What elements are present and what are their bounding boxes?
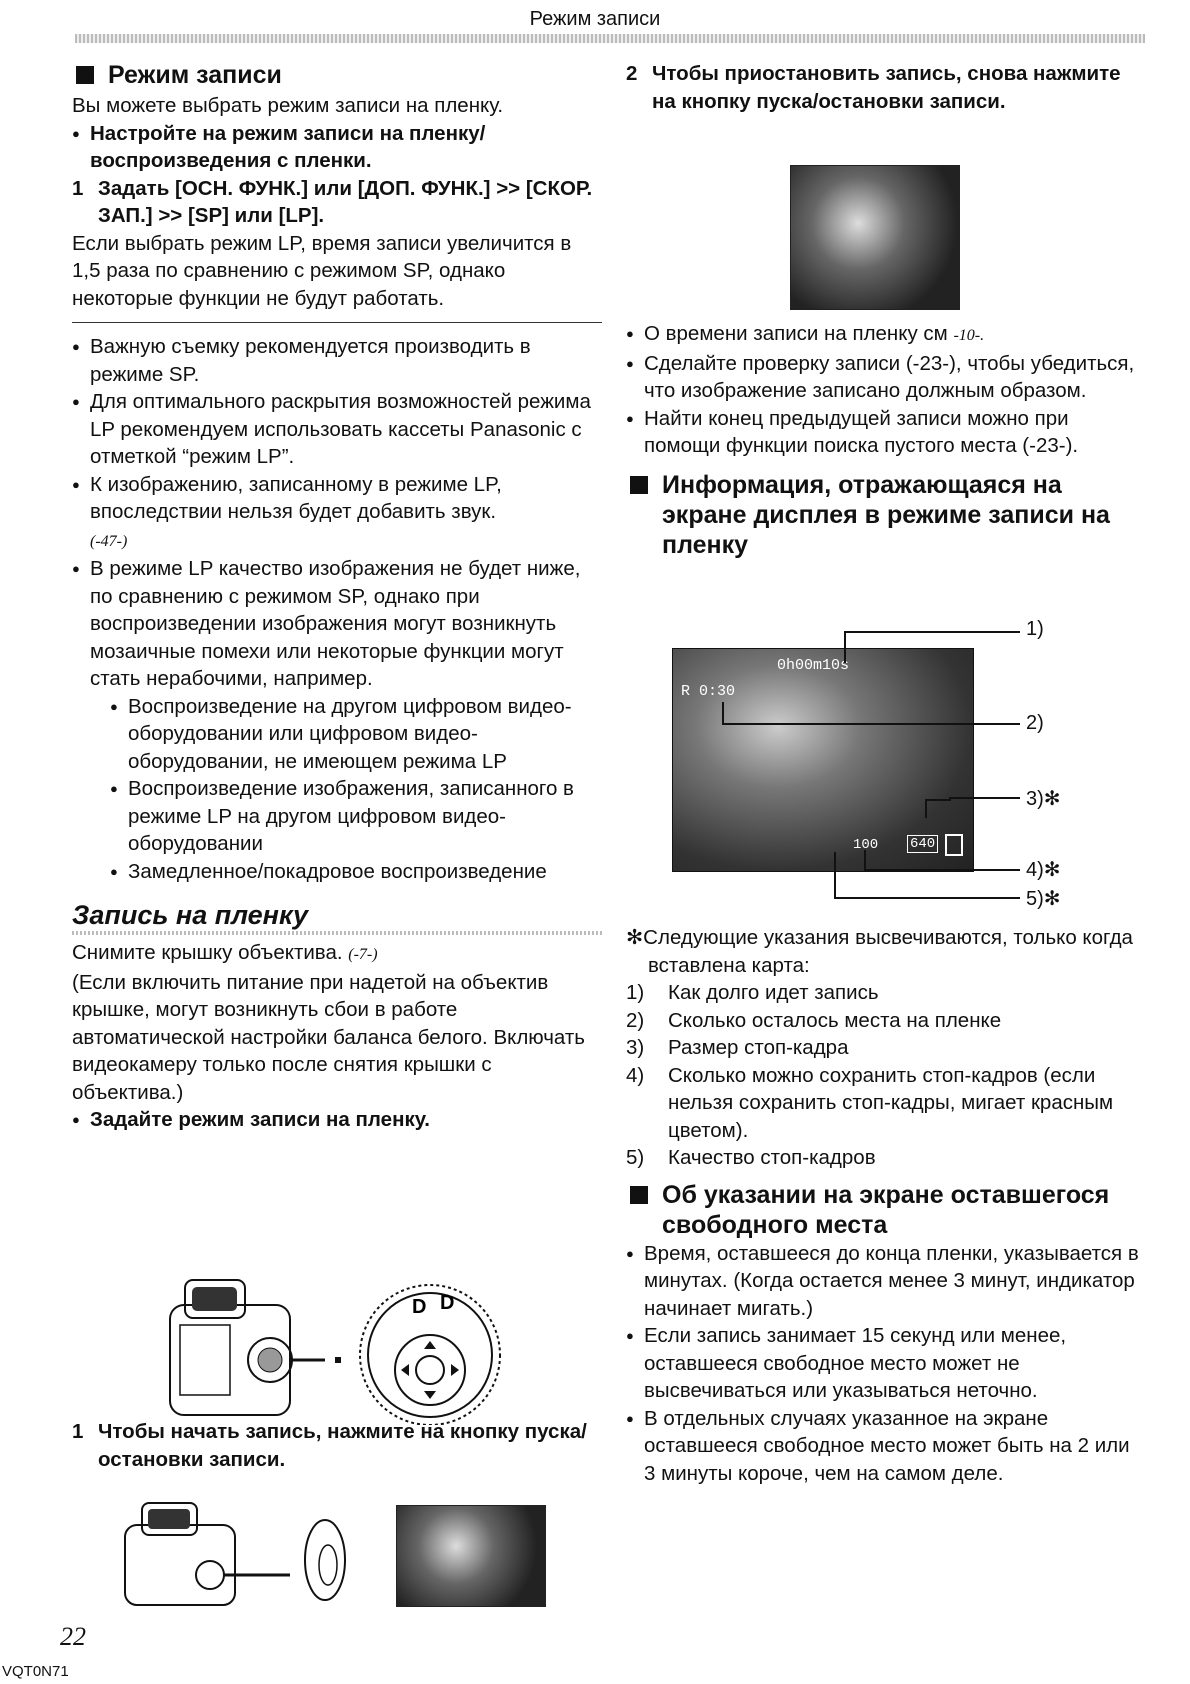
note-item: ● В режиме LP качество изображения не будет ниже, по сравнению с режимом SP, однако при воспроизведении изображения могут возникнуть мозаичные помехи или некоторые функции могут стать нерабочими, например. [72,555,602,693]
camcorder-icon [170,1280,325,1415]
header-divider [75,34,1145,43]
note-item: ● Если запись занимает 15 секунд или менее, оставшееся свободное место может не высвечиваться или указываться неточно. [626,1322,1146,1405]
heading-underline [72,931,602,935]
section-heading-remaining-space: Об указании на экране оставшегося свободного места [626,1180,1146,1240]
note-item: ● Важную съемку рекомендуется производить в режиме SP. [72,333,602,388]
lens-cap-text: Снимите крышку объектива. (-7-) [72,941,378,964]
right-column-notes [626,320,1146,560]
legend-item: 3) Размер стоп-кадра [626,1036,849,1059]
step-1-description: Если выбрать режим LP, время записи увеличится в 1,5 раза по сравнению с режимом SP, однако некоторые функции не будут работать. [72,231,572,310]
document-code: VQT0N71 [2,1663,69,1680]
osd-remaining-tape: R 0:30 [681,683,736,700]
note-item: ● В отдельных случаях указанное на экране оставшееся свободное место может быть на 2 или 3 минуты короче, чем на самом деле. [626,1405,1146,1488]
left-column [72,60,602,1134]
svg-text:D: D [440,1292,455,1314]
left-column-step [72,1418,602,1473]
sample-photo [396,1505,546,1607]
svg-text:D: D [412,1296,427,1318]
page-ref: (-47-) [90,532,128,550]
note-item: ● Для оптимального раскрытия возможностей режима LP рекомендуем использовать кассеты Panasonic с отметкой “режим LP”. [72,388,602,471]
step-1: 1 Задать [ОСН. ФУНК.] или [ДОП. ФУНК.] >> [СКОР. ЗАП.] >> [SP] или [LP]. [72,176,593,227]
note-item: ● О времени записи на пленку см -10-. [626,320,1146,350]
callout-label-3: 3)✻ [1026,788,1061,810]
sample-photo [790,165,960,310]
page-header: Режим записи [529,8,661,30]
right-column-top [626,60,1146,115]
callout-label-5: 5)✻ [1026,888,1061,910]
camcorder-icon [125,1503,290,1605]
osd-picture-size: 640 [907,835,938,853]
legend-item: 2) Сколько осталось места на пленке [626,1008,1002,1032]
step-start-record: 1 Чтобы начать запись, нажмите на кнопку пуска/остановки записи. [72,1420,587,1471]
legend-item: 4) Сколько можно сохранить стоп-кадров (если нельзя сохранить стоп-кадры, мигает красным цветом). [626,1063,1114,1142]
step-pause-record: 2 Чтобы приостановить запись, снова нажмите на кнопку пуска/остановки записи. [626,62,1121,113]
legend-item: 5) Качество стоп-кадров [626,1146,876,1169]
sub-note-item: ● Воспроизведение на другом цифровом видео-оборудовании или цифровом видео-оборудовании, не имеющем режима LP [72,693,602,776]
note-item: ● Сделайте проверку записи (-23-), чтобы убедиться, что изображение записано должным образом. [626,350,1146,405]
mode-dial-icon [360,1285,500,1425]
section-heading-record-mode: Режим записи [72,60,602,90]
intro-text: Вы можете выбрать режим записи на пленку. [72,94,504,117]
callout-label-2: 2) [1026,712,1044,734]
camera-mode-dial-illustration [150,1275,510,1425]
sub-note-item: ● Замедленное/покадровое воспроизведение [72,858,602,886]
section-heading-tape-record: Запись на пленку [72,900,309,930]
callout-label-4: 4)✻ [1026,859,1061,881]
page-number: 22 [60,1622,86,1651]
camera-record-button-illustration [120,1500,380,1610]
square-bullet-icon [630,1186,648,1204]
osd-still-count: 100 [853,837,879,853]
note-item: ● Найти конец предыдущей записи можно при помощи функции поиска пустого места (-23-). [626,405,1146,460]
star-note: ✻Следующие указания высвечиваются, только когда вставлена карта: [626,926,1133,977]
divider [72,322,602,323]
setup-bullet: ● Настройте на режим записи на пленку/ воспроизведения с пленки. [72,120,602,175]
sub-note-item: ● Воспроизведение изображения, записанного в режиме LP на другом цифровом видео-оборудовании [72,775,602,858]
set-tape-mode-bullet: ● Задайте режим записи на пленку. [72,1106,602,1134]
callout-label-1: 1) [1026,618,1044,640]
square-bullet-icon [76,66,94,84]
section-heading-display-info: Информация, отражающаяся на экране дисплея в режиме записи на пленку [626,470,1146,560]
legend-item: 1) Как долго идет запись [626,981,879,1004]
square-bullet-icon [630,476,648,494]
osd-record-time: 0h00m10s [777,657,850,674]
right-column-legend [626,924,1146,1487]
record-button-icon [305,1520,345,1600]
note-item: ● К изображению, записанному в режиме LP, впоследствии нельзя будет добавить звук. (-47-) [72,471,602,556]
lens-cap-warning: (Если включить питание при надетой на объектив крышке, могут возникнуть сбои в работе автоматической настройки баланса белого. Включать видеокамеру только после снятия крышки с объектива.) [72,970,585,1104]
note-item: ● Время, оставшееся до конца пленки, указывается в минутах. (Когда остается менее 3 минут, индикатор начинает мигать.) [626,1240,1146,1323]
